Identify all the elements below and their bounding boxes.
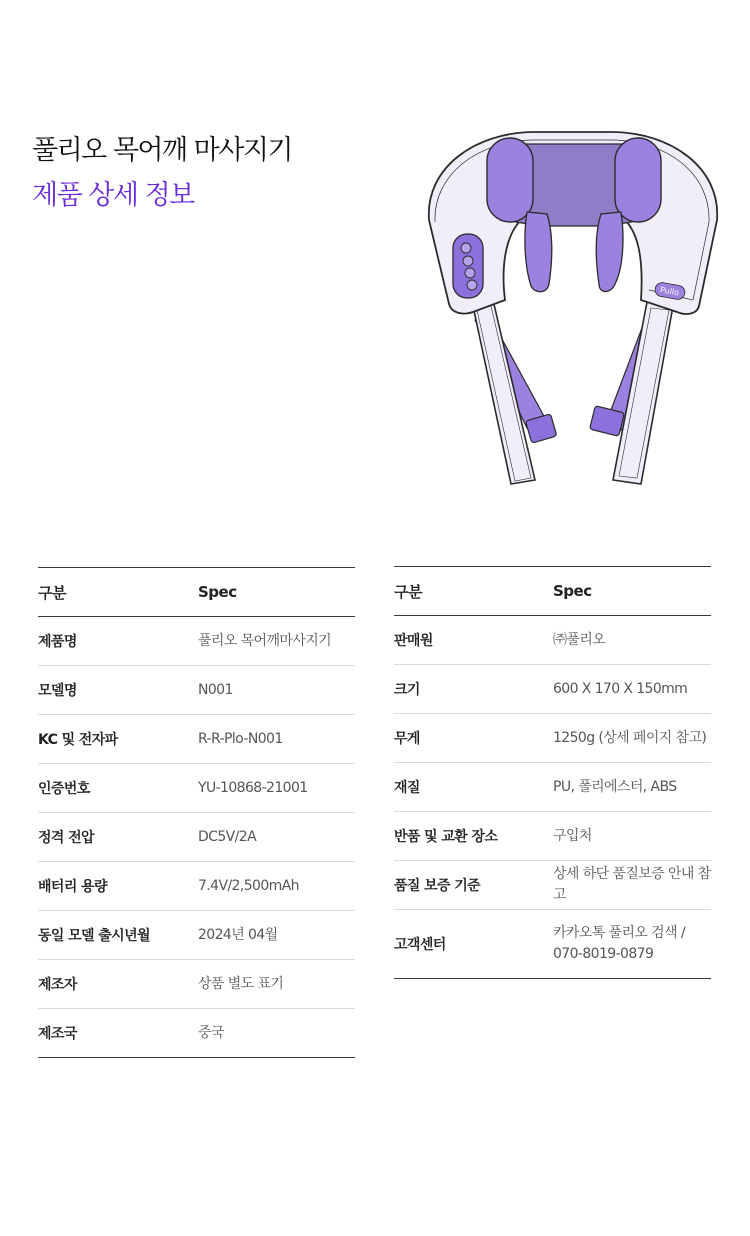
row-label: 크기 [394,665,553,714]
page-subtitle: 제품 상세 정보 [32,180,194,211]
row-label: 정격 전압 [38,813,198,862]
left-strap [473,300,557,484]
table-row [38,1009,355,1058]
column-header-label: 구분 [38,568,198,617]
table-row [38,960,355,1009]
column-header-label: 구분 [394,567,553,616]
row-value: 1250g (상세 페이지 참고) [553,714,711,763]
row-label: 반품 및 교환 장소 [394,812,553,861]
row-value: 상세 하단 품질보증 안내 참고 [553,861,711,910]
row-value: 풀리오 목어깨마사지기 [198,617,355,666]
spec-table-right [394,566,711,979]
table-row [38,911,355,960]
row-label: KC 및 전자파 [38,715,198,764]
row-label: 무게 [394,714,553,763]
row-value: 2024년 04월 [198,911,355,960]
row-value: N001 [198,666,355,715]
row-value: 중국 [198,1009,355,1058]
row-label: 인증번호 [38,764,198,813]
row-value: 7.4V/2,500mAh [198,862,355,911]
row-value: PU, 폴리에스터, ABS [553,763,711,812]
row-value: 상품 별도 표기 [198,960,355,1009]
table-row [38,764,355,813]
table-row [394,812,711,861]
row-value: YU-10868-21001 [198,764,355,813]
table-row [394,910,711,979]
row-label: 재질 [394,763,553,812]
table-row [394,616,711,665]
right-strap [590,302,673,484]
spec-table-left [38,567,355,1058]
table-row [38,715,355,764]
row-label: 배터리 용량 [38,862,198,911]
row-label: 판매원 [394,616,553,665]
row-value: DC5V/2A [198,813,355,862]
table-row [394,665,711,714]
row-value: 카카오톡 풀리오 검색 / 070-8019-0879 [553,910,711,979]
table-row [38,617,355,666]
row-value: 600 X 170 X 150mm [553,665,711,714]
page-title: 풀리오 목어깨 마사지기 [32,135,292,166]
massager-body [429,132,717,314]
column-header-value: Spec [553,567,711,616]
table-header-row [38,568,355,617]
row-value: 구입처 [553,812,711,861]
table-row [38,666,355,715]
table-row [38,862,355,911]
row-value: R-R-Plo-N001 [198,715,355,764]
row-label: 모델명 [38,666,198,715]
row-label: 제조국 [38,1009,198,1058]
brand-logo: Pullo [659,285,680,298]
table-row [38,813,355,862]
row-label: 고객센터 [394,910,553,979]
row-value: ㈜풀리오 [553,616,711,665]
row-label: 동일 모델 출시년월 [38,911,198,960]
row-label: 제품명 [38,617,198,666]
table-row [394,714,711,763]
column-header-value: Spec [198,568,355,617]
table-row [394,763,711,812]
table-header-row [394,567,711,616]
product-image [415,128,733,490]
table-row [394,861,711,910]
row-label: 제조자 [38,960,198,1009]
row-label: 품질 보증 기준 [394,861,553,910]
